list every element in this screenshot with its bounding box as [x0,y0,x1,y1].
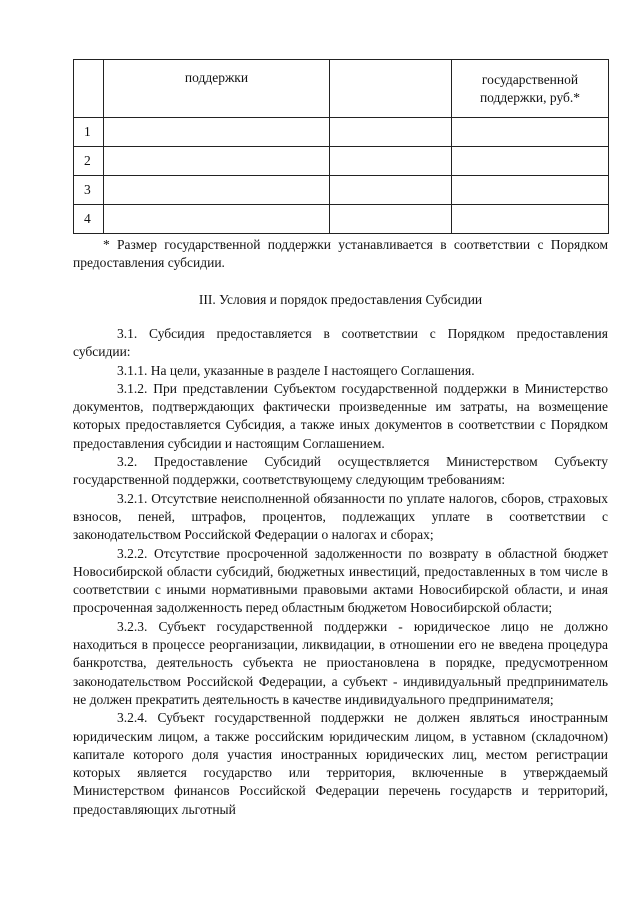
table-cell [104,147,330,176]
table-cell [330,147,452,176]
section-body [73,325,608,819]
paragraph: 3.2. Предоставление Субсидий осуществляется Министерством Субъекту государственной поддержки, соответствующему следующим требованиям: [73,454,608,488]
table-header-cell: поддержки [104,60,330,118]
table-cell [452,205,609,234]
table-cell [330,118,452,147]
table-header-cell [330,60,452,118]
table-cell [452,118,609,147]
paragraph: 3.2.4. Субъект государственной поддержки не должен являться иностранным юридическим лицом, а также российским юридическим лицом, в уставном (складочном) капитале которого доля участия иностранных юридических лиц, местом регистрации которых является государство или территория, включенные в утверждаемый Министерством финансов Российской Федерации перечень государств и территорий, предоставляющих льготный [73,710,608,817]
paragraph: 3.2.1. Отсутствие неисполненной обязанности по уплате налогов, сборов, страховых взносов, пеней, штрафов, процентов, подлежащих уплате в соответствии с законодательством Российской Федерации о налогах и сборах; [73,490,608,543]
footnote: * Размер государственной поддержки устанавливается в соответствии с Порядком предоставления субсидии. [73,237,608,271]
table-cell [452,147,609,176]
paragraph: 3.2.2. Отсутствие просроченной задолженности по возврату в областной бюджет Новосибирской области субсидий, бюджетных инвестиций, предоставленных в том числе в соответствии с иными нормативными правовыми актами Новосибирской области, и иная просроченная задолженность перед областным бюджетом Новосибирской области; [73,545,608,616]
table-cell [104,205,330,234]
row-number: 2 [74,147,104,176]
table-cell [330,176,452,205]
table-header-row [74,60,609,118]
table-header-cell [74,60,104,118]
row-number: 4 [74,205,104,234]
paragraph: 3.1. Субсидия предоставляется в соответствии с Порядком предоставления субсидии: [73,326,608,360]
table-row [74,205,609,234]
table-header-cell: государственной поддержки, руб.* [452,60,609,118]
table-row [74,118,609,147]
paragraph: 3.2.3. Субъект государственной поддержки - юридическое лицо не должно находиться в процессе реорганизации, ликвидации, в отношении его не введена процедура банкротства, деятельность субъекта не приостановлена в порядке, предусмотренном законодательством Российской Федерации, а субъект - индивидуальный предприниматель не должен прекратить деятельность в качестве индивидуального предпринимателя; [73,618,608,707]
support-table [73,59,609,234]
row-number: 1 [74,118,104,147]
table-row [74,147,609,176]
table-row [74,176,609,205]
table-cell [330,205,452,234]
table-cell [452,176,609,205]
row-number: 3 [74,176,104,205]
paragraph: 3.1.1. На цели, указанные в разделе I настоящего Соглашения. [117,362,475,378]
paragraph: 3.1.2. При представлении Субъектом государственной поддержки в Министерство документов, подтверждающих фактически произведенные им затраты, на возмещение которых предоставляется Субсидия, а также иных документов в соответствии с Порядком предоставления субсидии и настоящим Соглашением. [73,380,608,451]
table-cell [104,118,330,147]
section-title: III. Условия и порядок предоставления Субсидии [198,292,483,307]
table-cell [104,176,330,205]
